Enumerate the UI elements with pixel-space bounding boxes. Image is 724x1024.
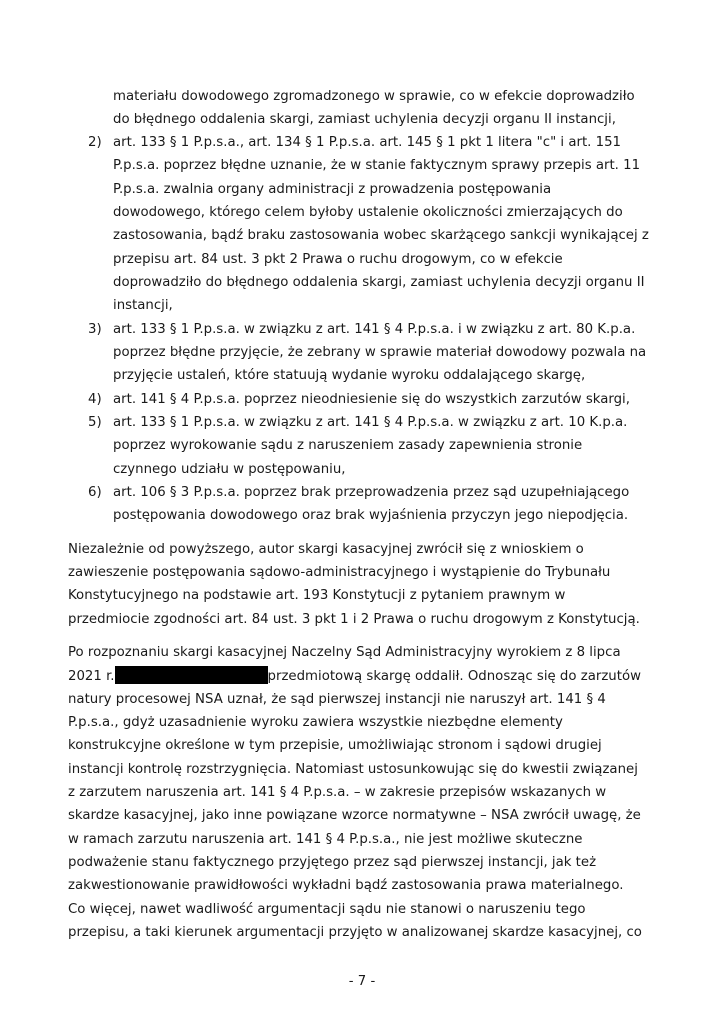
text-line: Po rozpoznaniu skargi kasacyjnej Naczelny Sąd Administracyjny wyrokiem z 8 lipca [68, 645, 621, 660]
text-line: postępowania dowodowego oraz brak wyjaśnienia przyczyn jego niepodjęcia. [113, 508, 629, 523]
list-item-number: 3) [88, 322, 102, 337]
list-item-number: 5) [88, 415, 102, 430]
text-line: zawieszenie postępowania sądowo-administracyjnego i wystąpienie do Trybunału [68, 565, 611, 580]
text-line: instancji, [113, 298, 173, 313]
text-line: materiału dowodowego zgromadzonego w sprawie, co w efekcie doprowadziło [113, 89, 635, 104]
text-line: poprzez wyrokowanie sądu z naruszeniem zasady zapewnienia stronie [113, 438, 583, 453]
list-item-number: 4) [88, 392, 102, 407]
text-line: podważenie stanu faktycznego przyjętego przez sąd pierwszej instancji, jak też [68, 855, 597, 870]
text-span: przedmiotową skargę oddalił. Odnosząc się do zarzutów [267, 669, 641, 684]
text-line: przyjęcie ustaleń, które statuują wydanie wyroku oddalającego skargę, [113, 368, 586, 383]
text-line: art. 133 § 1 P.p.s.a., art. 134 § 1 P.p.s.a. art. 145 § 1 pkt 1 litera "c" i art. 151 [113, 135, 622, 150]
list-item-number: 2) [88, 135, 102, 150]
text-line: art. 106 § 3 P.p.s.a. poprzez brak przeprowadzenia przez sąd uzupełniającego [113, 485, 630, 500]
page-number: - 7 - [348, 974, 376, 989]
text-line: z zarzutem naruszenia art. 141 § 4 P.p.s.a. – w zakresie przepisów wskazanych w [68, 785, 607, 800]
text-line: dowodowego, którego celem byłoby ustalenie okoliczności zmierzających do [113, 205, 623, 220]
text-line [68, 666, 641, 687]
text-span: 2021 r. [68, 669, 115, 684]
text-line: instancji kontrolę rozstrzygnięcia. Natomiast ustosunkowując się do kwestii związanej [68, 762, 638, 777]
text-line: doprowadziło do błędnego oddalenia skargi, zamiast uchylenia decyzji organu II [113, 275, 645, 290]
text-line: czynnego udziału w postępowaniu, [113, 462, 346, 477]
text-line: P.p.s.a., gdyż uzasadnienie wyroku zawiera wszystkie niezbędne elementy [68, 715, 563, 730]
text-line: Konstytucyjnego na podstawie art. 193 Konstytucji z pytaniem prawnym w [68, 588, 566, 603]
text-line: natury procesowej NSA uznał, że sąd pierwszej instancji nie naruszył art. 141 § 4 [68, 692, 606, 707]
text-line: przepisu art. 84 ust. 3 pkt 2 Prawa o ruchu drogowym, co w efekcie [113, 252, 563, 267]
text-line: P.p.s.a. zwalnia organy administracji z prowadzenia postępowania [113, 182, 552, 197]
text-line: art. 133 § 1 P.p.s.a. w związku z art. 141 § 4 P.p.s.a. i w związku z art. 80 K.p.a. [113, 322, 636, 337]
text-line: zastosowania, bądź braku zastosowania wobec skarżącego sankcji wynikającej z [113, 228, 649, 243]
text-line: konstrukcyjne określone w tym przepisie, umożliwiając stronom i sądowi drugiej [68, 738, 602, 753]
redaction-block [115, 666, 268, 684]
text-line: przedmiocie zgodności art. 84 ust. 3 pkt 1 i 2 Prawa o ruchu drogowym z Konstytucją. [68, 612, 640, 627]
text-line: art. 141 § 4 P.p.s.a. poprzez nieodniesienie się do wszystkich zarzutów skargi, [113, 392, 630, 407]
text-line: zakwestionowanie prawidłowości wykładni bądź zastosowania prawa materialnego. [68, 878, 624, 893]
text-line: poprzez błędne przyjęcie, że zebrany w sprawie materiał dowodowy pozwala na [113, 345, 647, 360]
text-line: do błędnego oddalenia skargi, zamiast uchylenia decyzji organu II instancji, [113, 112, 616, 127]
list-item-number: 6) [88, 485, 102, 500]
text-line: P.p.s.a. poprzez błędne uznanie, że w stanie faktycznym sprawy przepis art. 11 [113, 158, 641, 173]
text-line: Co więcej, nawet wadliwość argumentacji sądu nie stanowi o naruszeniu tego [68, 902, 586, 917]
text-line: przepisu, a taki kierunek argumentacji przyjęto w analizowanej skardze kasacyjnej, co [68, 925, 642, 940]
text-line: w ramach zarzutu naruszenia art. 141 § 4 P.p.s.a., nie jest możliwe skuteczne [68, 832, 583, 847]
text-line: skardze kasacyjnej, jako inne powiązane wzorce normatywne – NSA zwrócił uwagę, że [68, 808, 641, 823]
text-line: Niezależnie od powyższego, autor skargi kasacyjnej zwrócił się z wnioskiem o [68, 542, 584, 557]
text-line: art. 133 § 1 P.p.s.a. w związku z art. 141 § 4 P.p.s.a. w związku z art. 10 K.p.a. [113, 415, 628, 430]
